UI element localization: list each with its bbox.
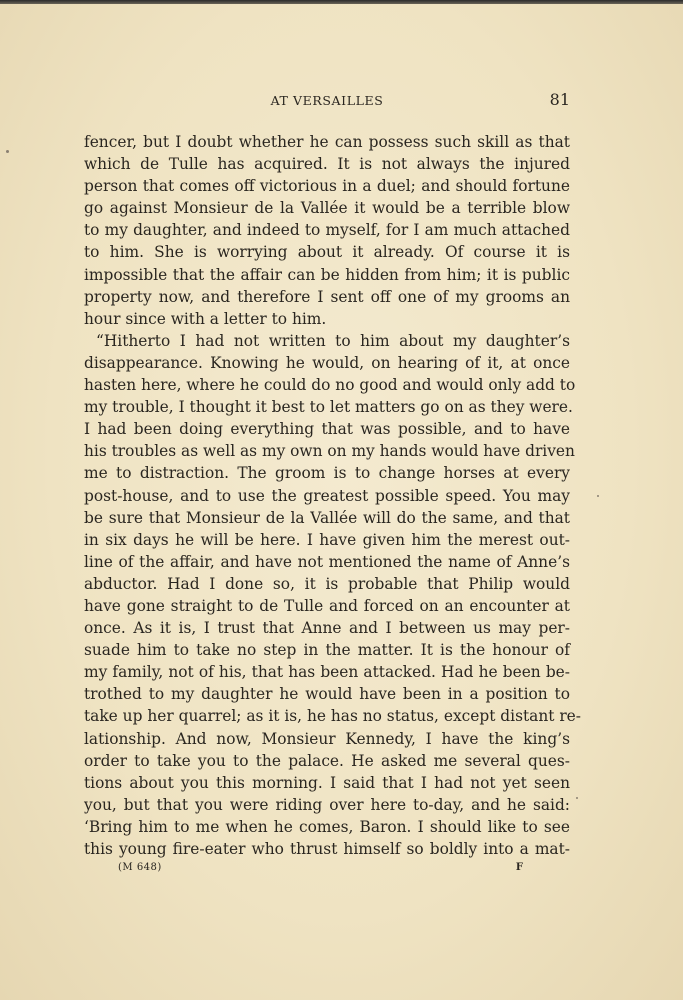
- text-line: fencer, but I doubt whether he can possess such skill as that: [84, 133, 570, 151]
- page-number: 81: [549, 90, 570, 109]
- text-line: me to distraction. The groom is to change horses at every: [84, 464, 570, 483]
- paper-speck: [576, 797, 578, 799]
- text-line: you, but that you were riding over here to-day, and he said:: [84, 795, 570, 814]
- text-line: ‘Bring him to me when he comes, Baron. I should like to see: [84, 817, 570, 836]
- text-line: post-house, and to use the greatest possible speed. You may: [84, 486, 570, 505]
- page-header: [84, 90, 570, 115]
- text-line: line of the affair, and have not mentioned the name of Anne’s: [84, 552, 570, 571]
- gathering-mark: F: [515, 862, 523, 873]
- text-line: this young fire-eater who thrust himself so boldly into a mat-: [84, 840, 570, 858]
- text-line: trothed to my daughter he would have been in a position to: [84, 685, 570, 704]
- text-line: once. As it is, I trust that Anne and I between us may per-: [84, 619, 570, 638]
- paragraph-end-line: hour since with a letter to him.: [84, 309, 327, 328]
- text-line: be sure that Monsieur de la Vallée will do the same, and that: [84, 508, 570, 527]
- paper-speck: [6, 150, 9, 153]
- running-head: AT VERSAILLES: [270, 93, 384, 108]
- text-line: to him. She is worrying about it already. Of course it is: [84, 243, 570, 262]
- page-top-edge: [0, 0, 683, 4]
- page-body-text: [84, 131, 581, 860]
- text-line: my trouble, I thought it best to let matters go on as they were.: [84, 398, 573, 417]
- text-line: suade him to take no step in the matter. It is the honour of: [84, 641, 570, 660]
- text-line: to my daughter, and indeed to myself, for I am much attached: [84, 221, 570, 240]
- text-line: person that comes off victorious in a duel; and should fortune: [84, 177, 570, 196]
- text-line: tions about you this morning. I said that I had not yet seen: [84, 773, 570, 792]
- text-line: in six days he will be here. I have given him the merest out-: [84, 530, 570, 549]
- page-footer: [118, 862, 523, 880]
- text-line: abductor. Had I done so, it is probable that Philip would: [84, 574, 570, 593]
- text-line: his troubles as well as my own on my hands would have driven: [84, 442, 575, 461]
- text-line: impossible that the affair can be hidden from him; it is public: [84, 265, 570, 284]
- text-line: go against Monsieur de la Vallée it would be a terrible blow: [84, 199, 570, 218]
- text-line: which de Tulle has acquired. It is not always the injured: [84, 155, 570, 174]
- text-line: I had been doing everything that was possible, and to have: [84, 420, 570, 439]
- text-line: my family, not of his, that has been attacked. Had he been be-: [84, 663, 570, 682]
- text-line: have gone straight to de Tulle and forced on an encounter at: [84, 596, 570, 615]
- paragraph-start-line: “Hitherto I had not written to him about my daughter’s: [96, 331, 570, 350]
- printer-signature: (M 648): [118, 862, 162, 873]
- text-line: order to take you to the palace. He asked me several ques-: [84, 751, 570, 770]
- text-line: hasten here, where he could do no good and would only add to: [84, 376, 576, 395]
- paper-speck: [597, 495, 599, 497]
- text-line: property now, and therefore I sent off one of my grooms an: [84, 287, 570, 306]
- text-line: lationship. And now, Monsieur Kennedy, I have the king’s: [84, 729, 570, 748]
- text-line: disappearance. Knowing he would, on hearing of it, at once: [84, 353, 570, 372]
- text-line: take up her quarrel; as it is, he has no status, except distant re-: [84, 707, 581, 726]
